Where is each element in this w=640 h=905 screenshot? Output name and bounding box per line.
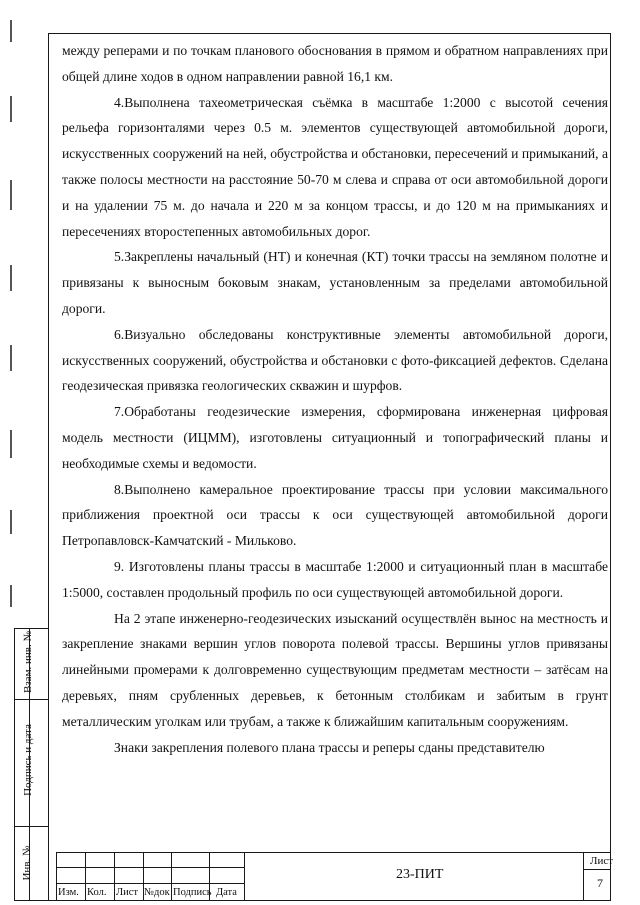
label-inv: Инв. № xyxy=(21,845,33,881)
paragraph-item-9: 9. Изготовлены планы трассы в масштабе 1:2000 и ситуационный план в масштабе 1:5000, составлен продольный профиль по оси существующей автомобильной дороги. xyxy=(62,558,608,600)
stamp-col-ndok: №док xyxy=(144,887,170,898)
stamp-col-list: Лист xyxy=(116,887,138,898)
document-code: 23-ПИТ xyxy=(396,867,444,882)
stamp-col-izm: Изм. xyxy=(58,887,79,898)
title-block xyxy=(56,852,614,901)
paragraph-item-8: 8.Выполнено камеральное проектирование трассы при условии максимального приближения проектной оси трассы к оси существующей автомобильной дороги Петропавловск-Камчатский - Мильково. xyxy=(62,481,608,549)
label-vzam-inv: Взам. инв. № xyxy=(22,631,34,693)
document-body xyxy=(62,38,608,760)
sheet-number: 7 xyxy=(597,876,603,890)
side-registration-strip xyxy=(14,628,48,901)
paragraph-item-7: 7.Обработаны геодезические измерения, сформирована инженерная цифровая модель местности (ИЦММ), изготовлены ситуационный и топографический планы и необходимые схемы и ведомости. xyxy=(62,404,608,471)
stamp-col-data: Дата xyxy=(216,887,237,898)
paragraph-item-4: 4.Выполнена тахеометрическая съёмка в масштабе 1:2000 с высотой сечения рельефа горизонталями через 0.5 м. элементов существующей автомобильной дороги, искусственных сооружений на ней, обустройства и обстановки, пересечений и примыканий, а также полосы местности на расстояние 50-70 м слева и справа от оси автомобильной дороги и на удалении 75 м. до начала и 220 м за концом трассы, и до 120 м на примыканиях и пересечениях второстепенных автомобильных дорог. xyxy=(62,94,608,239)
sheet-label: Лист xyxy=(590,855,614,867)
paragraph-final: Знаки закрепления полевого плана трассы и реперы сданы представителю xyxy=(114,739,545,755)
paragraph-stage-2: На 2 этапе инженерно-геодезических изысканий осуществлён вынос на местность и закрепление знаками вершин углов поворота полевой трассы. Вершины углов привязаны линейными промерами к долговременно существующим предметам местности – затёсам на деревьях, пням срубленных деревьев, к бетонным столбикам и забитым в грунт металлическим уголкам или трубам, а также к ближайшим капитальным сооружениям. xyxy=(62,610,608,729)
paragraph-continuation: между реперами и по точкам планового обоснования в прямом и обратном направлениях при общей длине ходов в одном направлении равной 16,1 км. xyxy=(62,43,608,84)
paragraph-item-6: 6.Визуально обследованы конструктивные элементы автомобильной дороги, искусственных сооружений, обустройства и обстановки с фото-фиксацией дефектов. Сделана геодезическая привязка геологических скважин и шурфов. xyxy=(62,326,608,394)
stamp-col-podpis: Подпись xyxy=(173,887,212,898)
label-podpis-data: Подпись и дата xyxy=(22,724,34,796)
stamp-col-kol: Кол. xyxy=(87,887,107,898)
paragraph-item-5: 5.Закреплены начальный (НТ) и конечная (КТ) точки трассы на земляном полотне и привязаны к выносным боковым знакам, установленным за пределами автомобильной дороги. xyxy=(62,249,608,316)
